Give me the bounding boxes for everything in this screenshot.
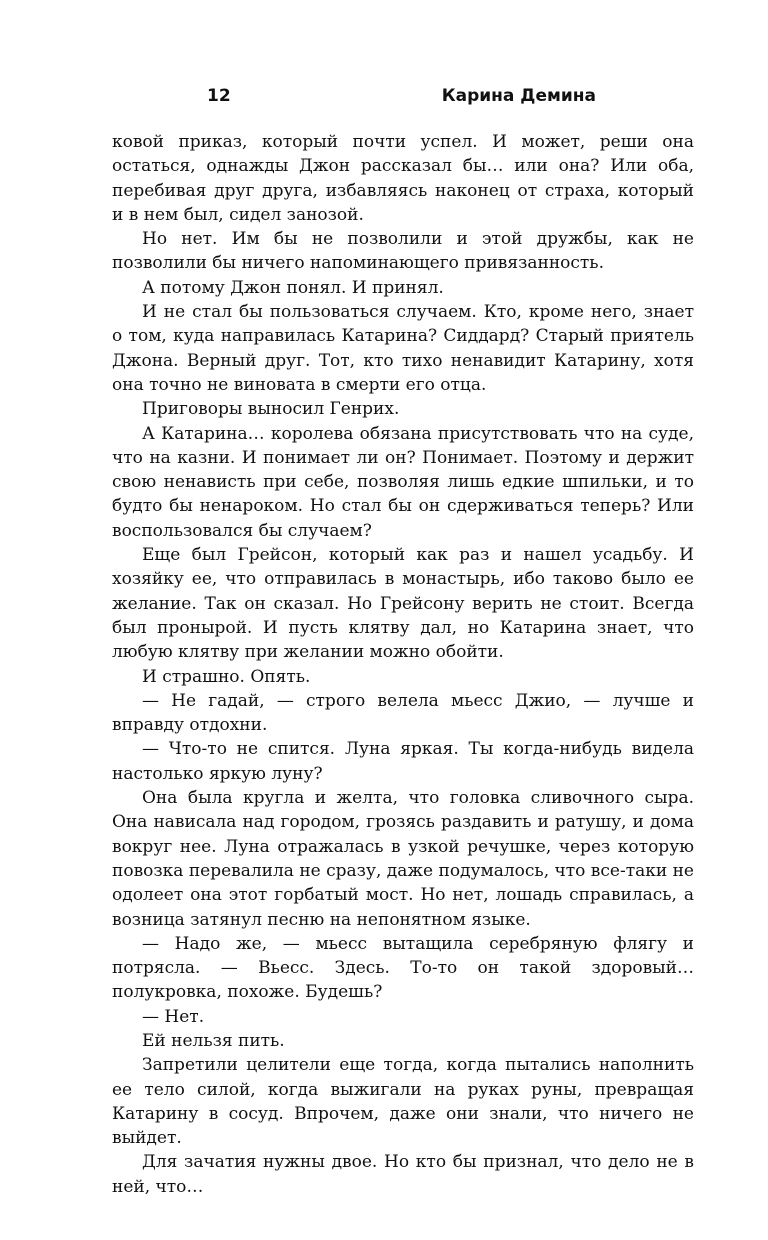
body-text <box>112 130 694 1199</box>
paragraph: Запретили целители еще тогда, когда пытались наполнить ее тело силой, когда выжигали на руках руны, превращая Катарину в сосуд. Впрочем, даже они знали, что ничего не выйдет. <box>112 1055 694 1149</box>
dialogue-paragraph: — Нет. <box>142 1006 205 1027</box>
running-title-author: Карина Демина <box>441 86 596 106</box>
paragraph: Она была кругла и желта, что головка сливочного сыра. Она нависала над городом, грозясь раздавить и ратушу, и дома вокруг нее. Луна отражалась в узкой речушке, через которую повозка перевалила не сразу, даже подумалось, что все-таки не одолеет она этот горбатый мост. Но нет, лошадь справилась, а возница затянул песню на непонятном языке. <box>112 788 694 930</box>
dialogue-paragraph: — Надо же, — мьесс вытащила серебряную флягу и потрясла. — Вьесс. Здесь. То-то он такой здоровый… полукровка, похоже. Будешь? <box>112 933 694 1003</box>
paragraph: А потому Джон понял. И принял. <box>142 277 444 298</box>
paragraph: Приговоры выносил Генрих. <box>142 399 400 420</box>
paragraph: А Катарина… королева обязана присутствовать что на суде, что на казни. И понимает ли он? Понимает. Поэтому и держит свою ненависть при себе, позволяя лишь едкие шпильки, и то будто бы ненароком. Но стал бы он сдерживаться теперь? Или воспользовался бы случаем? <box>112 423 694 541</box>
paragraph: И не стал бы пользоваться случаем. Кто, кроме него, знает о том, куда направилась Катарина? Сиддард? Старый приятель Джона. Верный друг. Тот, кто тихо ненавидит Катарину, хотя она точно не виновата в смерти его отца. <box>112 302 694 395</box>
dialogue-paragraph: — Что-то не спится. Луна яркая. Ты когда-нибудь видела настолько яркую луну? <box>112 739 694 784</box>
running-head <box>112 86 596 112</box>
paragraph: Но нет. Им бы не позволили и этой дружбы, как не позволили бы ничего напоминающего привязанность. <box>112 229 694 274</box>
page-number: 12 <box>207 86 231 106</box>
paragraph: И страшно. Опять. <box>142 666 311 687</box>
paragraph: Еще был Грейсон, который как раз и нашел усадьбу. И хозяйку ее, что отправилась в монастырь, ибо таково было ее желание. Так он сказал. Но Грейсону верить не стоит. Всегда был пронырой. И пусть клятву дал, но Катарина знает, что любую клятву при желании можно обойти. <box>112 545 694 663</box>
paragraph: Ей нельзя пить. <box>142 1030 285 1051</box>
paragraph: ковой приказ, который почти успел. И может, реши она остаться, однажды Джон рассказал бы… или она? Или оба, перебивая друг друга, избавляясь наконец от страха, который и в нем был, сидел занозой. <box>112 132 694 225</box>
dialogue-paragraph: — Не гадай, — строго велела мьесс Джио, — лучше и вправду отдохни. <box>112 690 694 736</box>
paragraph: Для зачатия нужны двое. Но кто бы признал, что дело не в ней, что… <box>112 1152 694 1197</box>
